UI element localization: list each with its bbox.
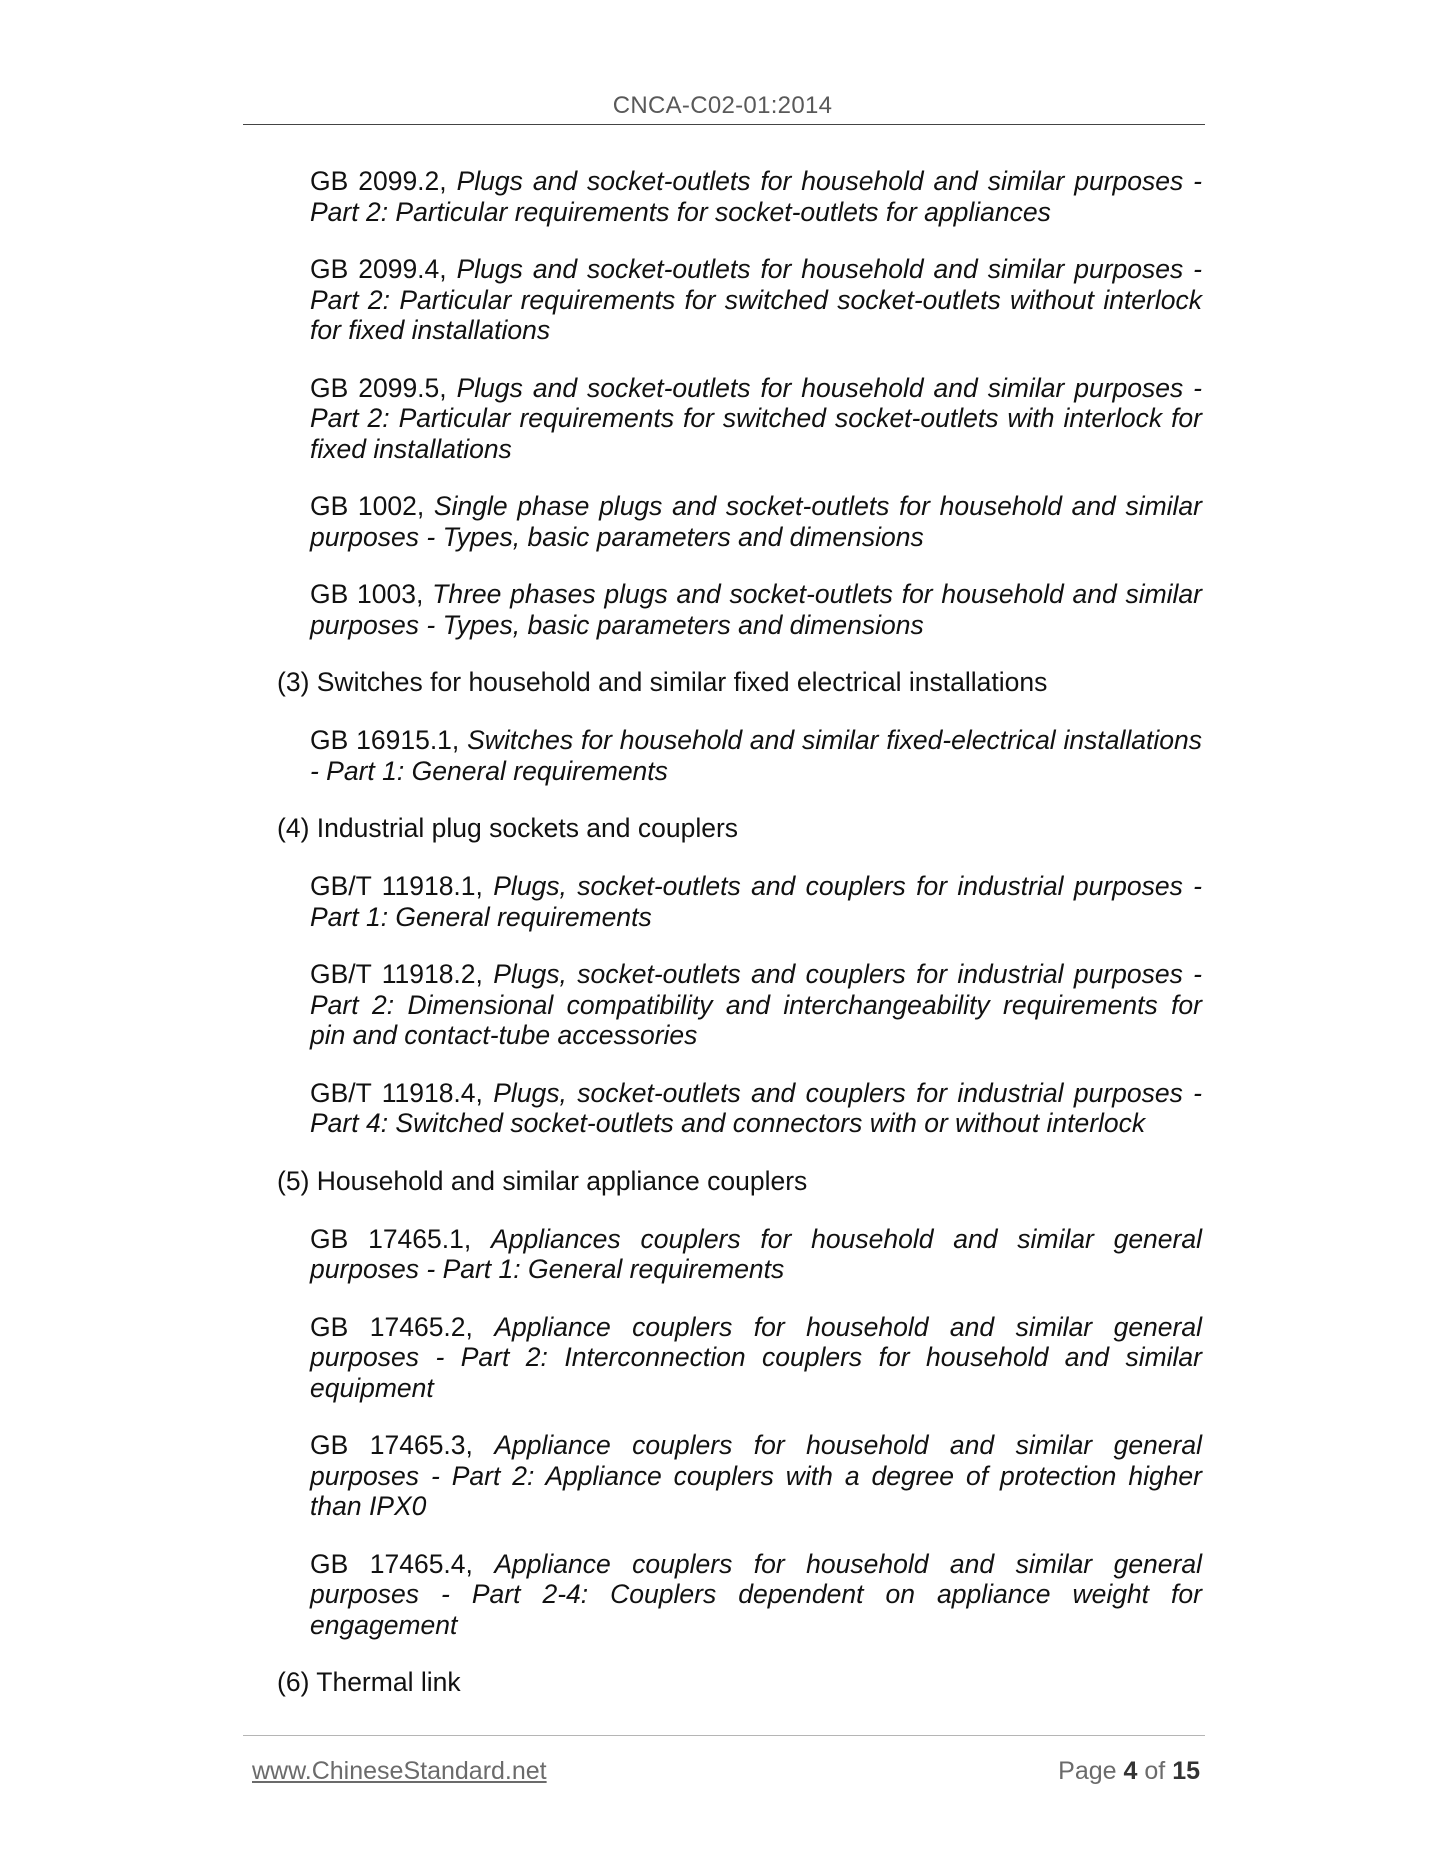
standard-code: GB 2099.4, (310, 254, 457, 284)
standard-title: Switches for household and similar fixed-electrical installations - Part 1: General requirements (310, 725, 1202, 786)
standard-code: GB 16915.1, (310, 725, 468, 755)
standard-title: Appliance couplers for household and similar general purposes - Part 2: Interconnection couplers for household and similar equipment (310, 1311, 1202, 1403)
page-current: 4 (1123, 1757, 1138, 1785)
standard-reference (310, 254, 1202, 346)
header-doc-id: CNCA-C02-01:2014 (612, 92, 833, 119)
standard-title: Plugs and socket-outlets for household and similar purposes - Part 2: Particular requirements for socket-outlets for appliances (310, 166, 1202, 227)
standard-reference (310, 579, 1202, 640)
section-heading: (5) Household and similar appliance couplers (277, 1165, 808, 1196)
standard-code: GB/T 11918.1, (310, 871, 494, 901)
page-label: Page (1058, 1757, 1117, 1785)
section-heading: (6) Thermal link (277, 1667, 461, 1697)
standard-code: GB 1003, (310, 579, 433, 609)
document-body (0, 166, 1445, 1725)
standard-code: GB 17465.2, (310, 1311, 495, 1342)
standard-title: Appliance couplers for household and similar general purposes - Part 2-4: Couplers dependent on appliance weight for engagement (310, 1548, 1202, 1640)
standard-reference (310, 1224, 1202, 1285)
standard-title: Appliances couplers for household and similar general purposes - Part 1: General requirements (310, 1223, 1202, 1284)
section-heading: (3) Switches for household and similar fixed electrical installations (277, 667, 1048, 697)
standard-title: Plugs, socket-outlets and couplers for industrial purposes - Part 2: Dimensional compatibility and interchangeability requirements for pin and contact-tube accessories (310, 959, 1203, 1050)
standard-reference (310, 1430, 1202, 1522)
standard-reference (310, 166, 1202, 227)
standard-code: GB 17465.1, (310, 1223, 492, 1254)
footer-page-number (1058, 1757, 1200, 1786)
standard-code: GB/T 11918.4, (310, 1077, 494, 1108)
standard-reference (310, 959, 1202, 1051)
standard-code: GB 1002, (310, 491, 434, 521)
standard-code: GB 17465.4, (310, 1548, 495, 1579)
section-heading: (4) Industrial plug sockets and couplers (277, 813, 739, 843)
standard-title: Three phases plugs and socket-outlets for household and similar purposes - Types, basic parameters and dimensions (310, 579, 1202, 640)
standard-title: Single phase plugs and socket-outlets for household and similar purposes - Types, basic parameters and dimensions (310, 491, 1202, 552)
standard-title: Plugs, socket-outlets and couplers for industrial purposes - Part 4: Switched socket-outlets and connectors with or without interlock (310, 1077, 1203, 1138)
standard-title: Plugs, socket-outlets and couplers for industrial purposes - Part 1: General requirements (310, 871, 1203, 932)
standard-reference (310, 871, 1202, 932)
standard-title: Appliance couplers for household and similar general purposes - Part 2: Appliance couplers with a degree of protection higher than IPX0 (310, 1430, 1202, 1521)
standard-code: GB 2099.2, (310, 166, 457, 196)
standard-title: Plugs and socket-outlets for household and similar purposes - Part 2: Particular requirements for switched socket-outlets without interlock for fixed installations (310, 254, 1202, 345)
standard-reference (310, 725, 1202, 786)
footer-rule (243, 1735, 1205, 1736)
standard-reference (310, 1078, 1202, 1139)
standard-code: GB 17465.3, (310, 1430, 495, 1460)
page-of: of (1144, 1757, 1166, 1785)
footer-website-link[interactable]: www.ChineseStandard.net (252, 1757, 547, 1785)
standard-code: GB/T 11918.2, (310, 959, 494, 989)
header-rule (243, 124, 1205, 125)
standard-code: GB 2099.5, (310, 372, 457, 403)
standard-reference (310, 1549, 1202, 1641)
standard-title: Plugs and socket-outlets for household and similar purposes - Part 2: Particular requirements for switched socket-outlets with interlock for fixed installations (310, 372, 1202, 464)
standard-reference (310, 491, 1202, 552)
standard-reference (310, 373, 1202, 465)
page-total: 15 (1172, 1757, 1200, 1785)
standard-reference (310, 1312, 1202, 1404)
